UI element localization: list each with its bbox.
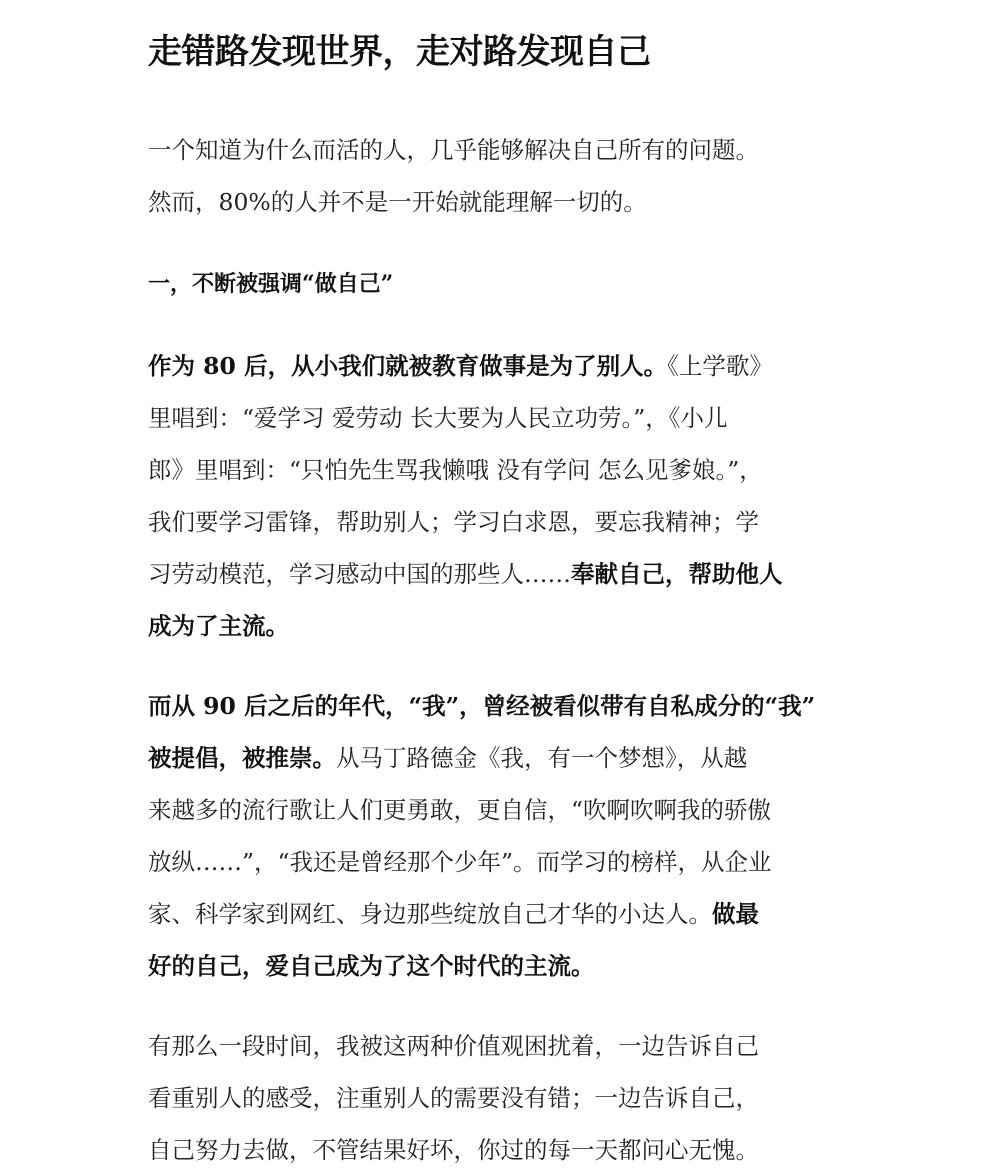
paragraph-line bbox=[148, 732, 848, 784]
paragraph-text: 《上学歌》 bbox=[667, 352, 773, 380]
emphasis-text: 做最 bbox=[712, 900, 759, 928]
paragraph-line bbox=[148, 340, 848, 392]
paragraph-line: 放纵……”，“我还是曾经那个少年”。而学习的榜样，从企业 bbox=[148, 848, 772, 876]
emphasis-text: 被提倡，被推崇。 bbox=[148, 744, 336, 772]
article-title: 走错路发现世界，走对路发现自己 bbox=[148, 32, 651, 72]
paragraph-text: 家、科学家到网红、身边那些绽放自己才华的小达人。 bbox=[148, 900, 712, 928]
article bbox=[148, 28, 848, 1176]
paragraph-80s bbox=[148, 340, 848, 652]
paragraph-text: 从马丁路德金《我，有一个梦想》，从越 bbox=[336, 744, 748, 772]
paragraph-line bbox=[148, 940, 848, 992]
emphasis-text: 而从 90 后之后的年代，“我”，曾经被看似带有自私成分的“我” bbox=[148, 692, 816, 720]
paragraph-line: 来越多的流行歌让人们更勇敢，更自信，“吹啊吹啊我的骄傲 bbox=[148, 796, 772, 824]
paragraph-conflict bbox=[148, 1020, 848, 1176]
paragraph-line: 看重别人的感受，注重别人的需要没有错；一边告诉自己， bbox=[148, 1084, 759, 1112]
paragraph-line: 自己努力去做，不管结果好坏，你过的每一天都问心无愧。 bbox=[148, 1136, 759, 1164]
paragraph-line: 里唱到：“爱学习 爱劳动 长大要为人民立功劳。”，《小儿 bbox=[148, 404, 728, 432]
paragraph-line bbox=[148, 548, 848, 600]
paragraph-90s bbox=[148, 680, 848, 992]
paragraph-line: 郎》里唱到：“只怕先生骂我懒哦 没有学问 怎么见爹娘。”， bbox=[148, 456, 763, 484]
paragraph-text: 习劳动模范，学习感动中国的那些人…… bbox=[148, 560, 571, 588]
paragraph-line bbox=[148, 680, 848, 732]
paragraph-line bbox=[148, 888, 848, 940]
emphasis-text: 奉献自己，帮助他人 bbox=[571, 560, 783, 588]
paragraph-line: 我们要学习雷锋，帮助别人；学习白求恩，要忘我精神；学 bbox=[148, 508, 759, 536]
emphasis-text: 成为了主流。 bbox=[148, 612, 289, 640]
paragraph-line bbox=[148, 600, 848, 652]
intro-paragraph bbox=[148, 124, 848, 228]
emphasis-text: 好的自己，爱自己成为了这个时代的主流。 bbox=[148, 952, 595, 980]
paragraph-line: 有那么一段时间，我被这两种价值观困扰着，一边告诉自己 bbox=[148, 1032, 759, 1060]
section-heading: 一，不断被强调“做自己” bbox=[148, 271, 394, 297]
intro-line: 一个知道为什么而活的人，几乎能够解决自己所有的问题。 bbox=[148, 136, 759, 164]
intro-line: 然而，80%的人并不是一开始就能理解一切的。 bbox=[148, 188, 647, 216]
emphasis-text: 作为 80 后，从小我们就被教育做事是为了别人。 bbox=[148, 352, 668, 380]
